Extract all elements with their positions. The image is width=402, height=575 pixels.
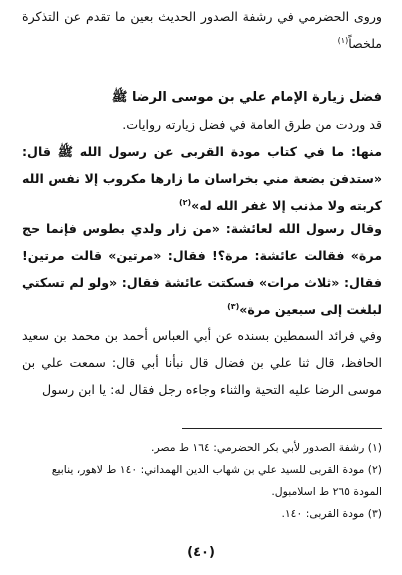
paragraph-aisha-hadith bbox=[22, 215, 382, 323]
footnote-ref-3: (٣) bbox=[227, 301, 240, 311]
page-number: (٤٠) bbox=[187, 545, 215, 560]
paragraph-intro: قد وردت من طرق العامة في فضل زيارته روايات. bbox=[122, 117, 382, 132]
section-heading: فضل زيارة الإمام علي بن موسى الرضا ﷺ bbox=[111, 90, 382, 105]
footnote-ref-2: (٢) bbox=[178, 197, 192, 207]
paragraph-mawaddat-al-qurba bbox=[22, 138, 382, 219]
footnote-ref-1: (١) bbox=[337, 35, 349, 45]
paragraph-text: منها: ما في كتاب مودة القربى عن رسول الله ﷺ قال: «ستدفن بضعة مني بخراسان ما زارها مكروب إلا نفس الله كربته ولا مذنب إلا غفر الله له» bbox=[22, 144, 382, 213]
footnote-1: (١) رشفة الصدور لأبي بكر الحضرمي: ١٦٤ ط مصر. bbox=[151, 441, 382, 454]
paragraph-faraid-al-simtayn: وفي فرائد السمطين بسنده عن أبي العباس أحمد بن محمد بن سعيد الحافظ، قال ثنا علي بن فضال قال نبأنا أبي قال: سمعت علي بن موسى الرضا عليه التحية والثناء وجاءه رجل فقال له: يا ابن رسول bbox=[22, 328, 382, 397]
paragraph-text: وقال رسول الله لعائشة: «من زار ولدي بطوس فإنما حج مرة» فقالت عائشة: مرة؟! فقال: «مرتين» قالت مرتين! فقال: «ثلاث مرات» فسكتت عائشة فقال: «ولو لم تسكتي لبلغت إلى سبعين مرة» bbox=[22, 221, 382, 317]
footnote-2: (٢) مودة القربى للسيد علي بن شهاب الدين الهمداني: ١٤٠ ط لاهور، ينابيع المودة ٢٦٥ ط اسلامبول. bbox=[51, 463, 382, 498]
footnote-divider bbox=[182, 428, 382, 429]
paragraph-text: وروى الحضرمي في رشفة الصدور الحديث بعين ما تقدم عن التذكرة ملخصاً bbox=[22, 9, 382, 51]
paragraph-rashfat-al-sudur bbox=[22, 3, 382, 57]
footnote-3: (٣) مودة القربى: ١٤٠. bbox=[281, 507, 382, 520]
